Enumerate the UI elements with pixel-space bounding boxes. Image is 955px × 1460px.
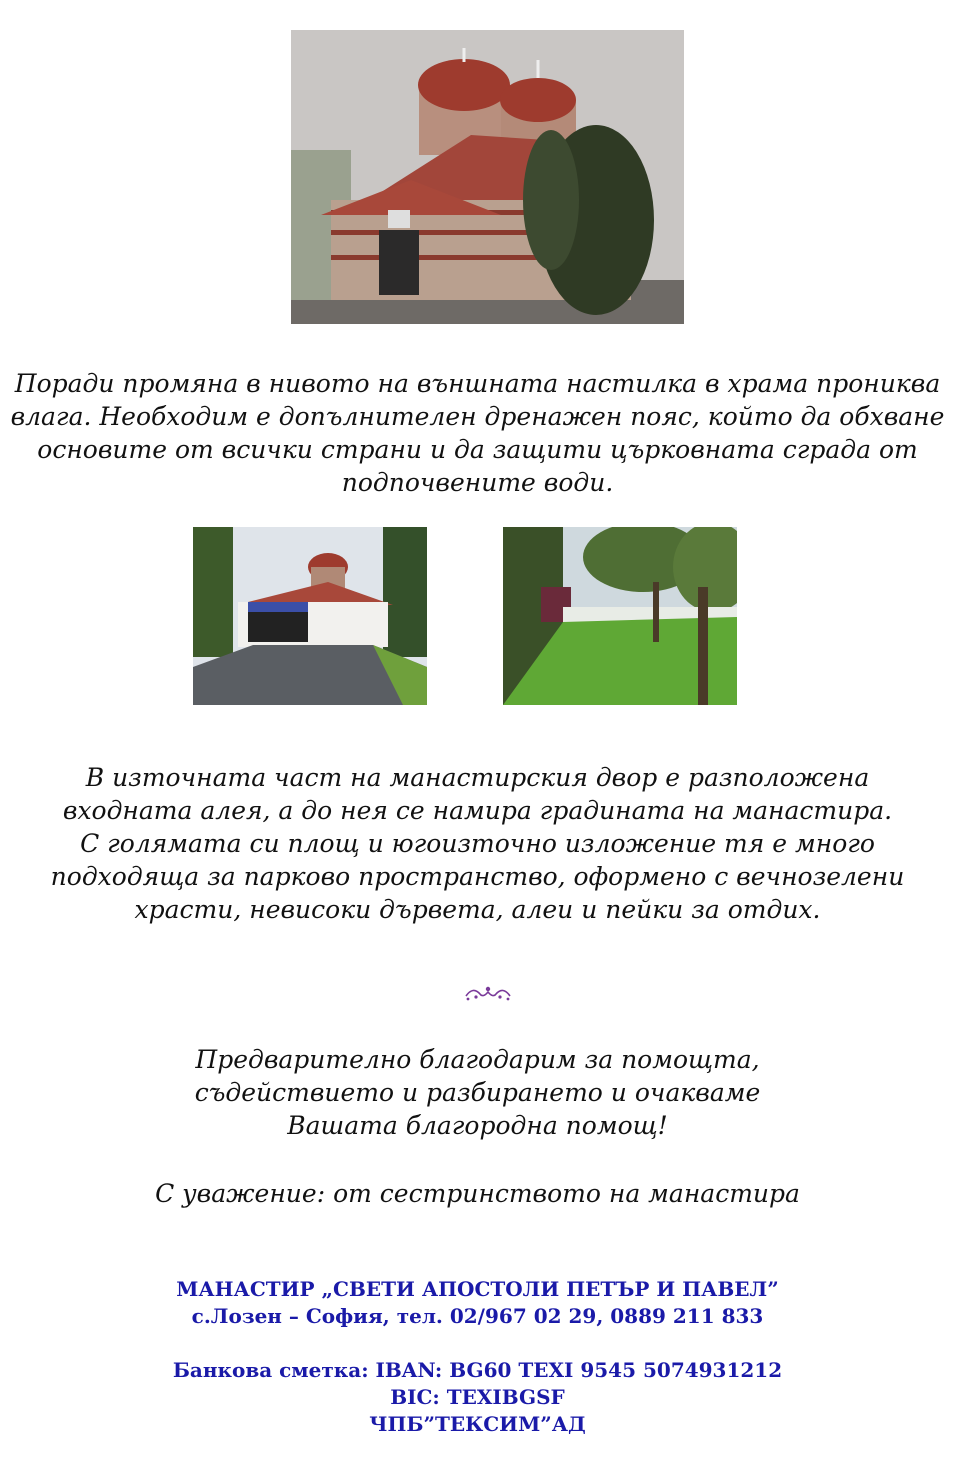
bank-bic: BIC: TEXIBGSF	[390, 1385, 565, 1409]
monastery-name: МАНАСТИР „СВЕТИ АПОСТОЛИ ПЕТЪР И ПАВЕЛ”	[176, 1277, 779, 1301]
thanks-line: Вашата благородна помощ!	[287, 1111, 668, 1140]
paragraph-garden	[0, 761, 955, 926]
monastery-address: с.Лозен – София, тел. 02/967 02 29, 0889 211 833	[191, 1304, 764, 1328]
thanks-line: съдействието и разбирането и очакваме	[194, 1078, 761, 1107]
paragraph-line: подпочвените води.	[341, 468, 614, 497]
church-main-photo	[291, 30, 684, 324]
thanks-line: Предварително благодарим за помощта,	[195, 1045, 760, 1074]
paragraph-line: В източната част на манастирския двор е разположена	[85, 763, 870, 792]
paragraph-line: Поради промяна в нивото на външната настилка в храма прониква	[14, 369, 941, 398]
paragraph-line: влага. Необходим е допълнителен дренажен пояс, който да обхване	[10, 402, 945, 431]
paragraph-line: подходяща за парково пространство, оформено с вечнозелени	[50, 862, 905, 891]
thanks-text	[0, 1043, 955, 1142]
paragraph-line: основите от всички страни и да защити църковната сграда от	[37, 435, 918, 464]
paragraph-line: входната алея, а до нея се намира градината на манастира.	[62, 796, 893, 825]
paragraph-drainage	[0, 367, 955, 499]
bank-account: Банкова сметка: IBAN: BG60 TEXI 9545 5074931212	[172, 1358, 783, 1382]
monastery-garden-photo	[503, 527, 737, 705]
paragraph-line: С голямата си площ и югоизточно изложение тя е много	[80, 829, 875, 858]
bank-name: ЧПБ”ТЕКСИМ”АД	[369, 1412, 586, 1436]
contact-block	[0, 1276, 955, 1438]
ornament-icon	[463, 982, 513, 1004]
monastery-entrance-alley-photo	[193, 527, 427, 705]
paragraph-line: храсти, невисоки дървета, алеи и пейки за отдих.	[134, 895, 821, 924]
signature: С уважение: от сестринството на манастира	[155, 1179, 800, 1208]
